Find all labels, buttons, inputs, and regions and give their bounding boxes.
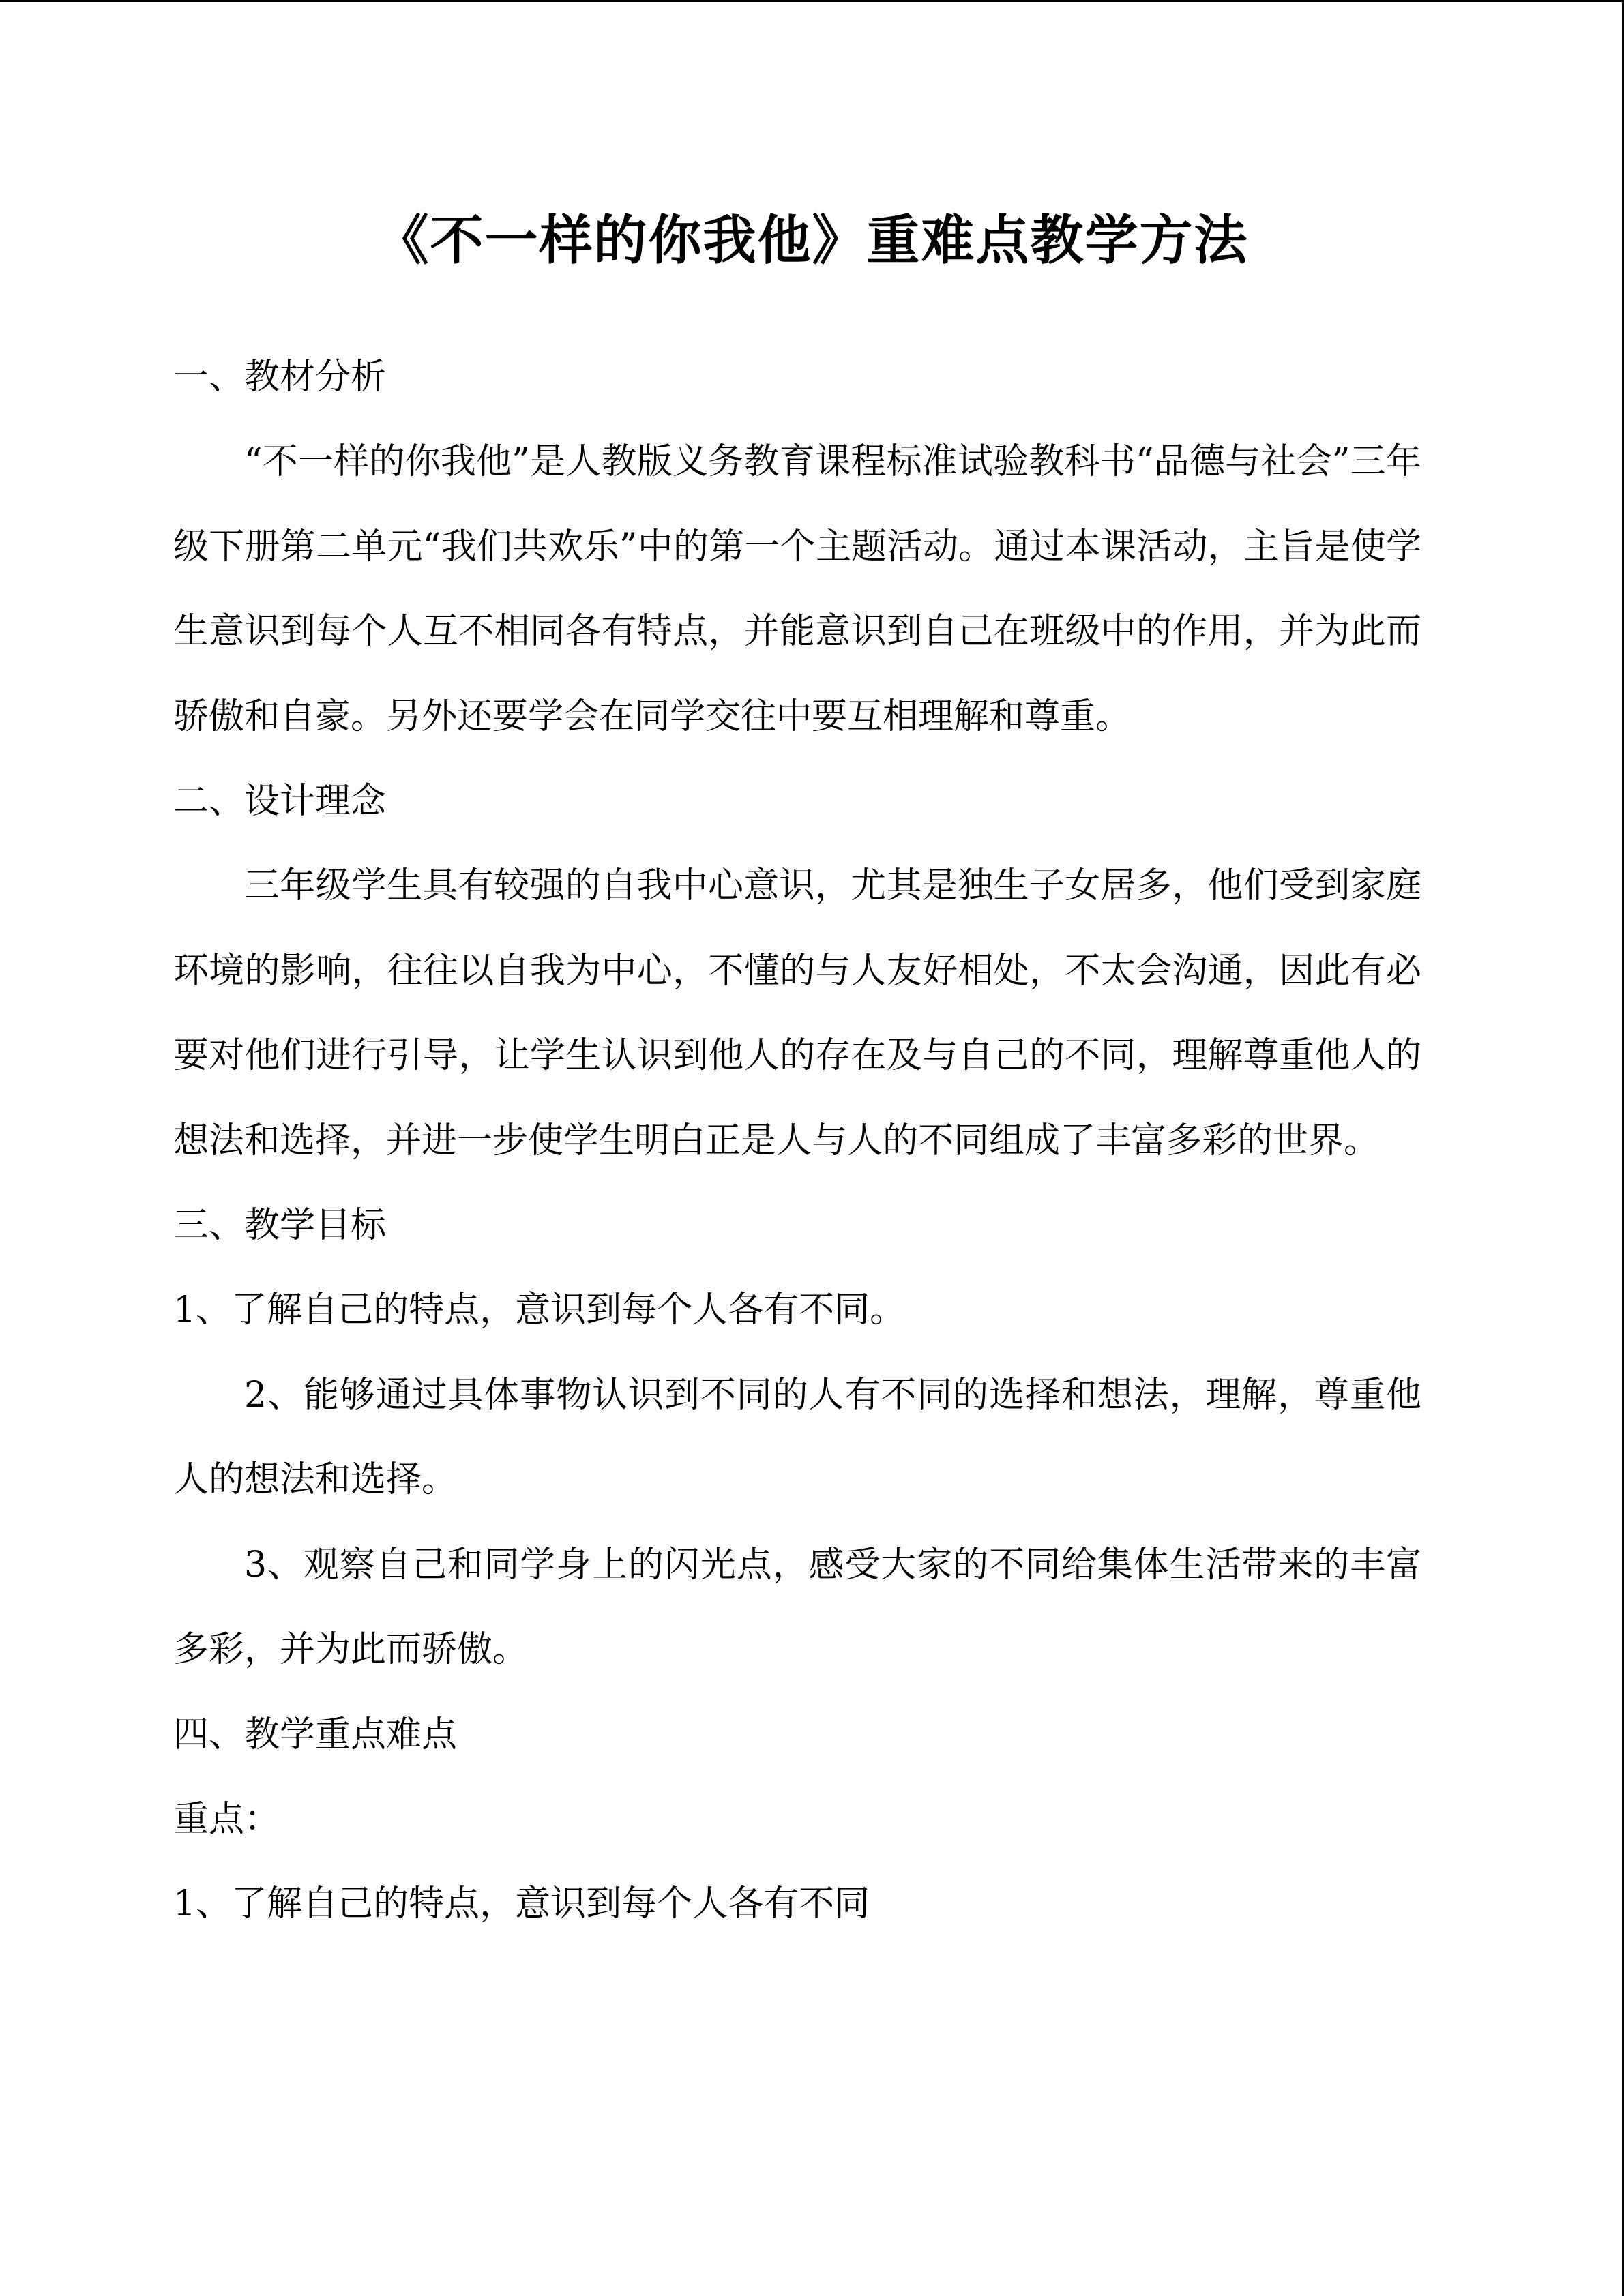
teaching-goal-item-2: 2、能够通过具体事物认识到不同的人有不同的选择和想法，理解，尊重他人的想法和选择。: [173, 1374, 1421, 1501]
document-body: [173, 335, 1421, 1947]
teaching-goal-item-1: 1、了解自己的特点，意识到每个人各有不同。: [173, 1289, 906, 1331]
section-heading-textbook-analysis: 一、教材分析: [173, 357, 387, 398]
section-heading-teaching-goals: 三、教学目标: [173, 1205, 387, 1247]
textbook-analysis-paragraph: “不一样的你我他”是人教版义务教育课程标准试验教科书“品德与社会”三年级下册第二单元“我们共欢乐”中的第一个主题活动。通过本课活动，主旨是使学生意识到每个人互不相同各有特点，并能意识到自己在班级中的作用，并为此而骄傲和自豪。另外还要学会在同学交往中要互相理解和尊重。: [173, 441, 1421, 737]
section-heading-design-concept: 二、设计理念: [173, 781, 387, 822]
design-concept-paragraph: 三年级学生具有较强的自我中心意识，尤其是独生子女居多，他们受到家庭环境的影响，往往以自我为中心，不懂的与人友好相处，不太会沟通，因此有必要对他们进行引导，让学生认识到他人的存在及与自己的不同，理解尊重他人的想法和选择，并进一步使学生明白正是人与人的不同组成了丰富多彩的世界。: [173, 865, 1421, 1161]
key-point-item-1: 1、了解自己的特点，意识到每个人各有不同: [173, 1883, 870, 1925]
document-title: 《不一样的你我他》重难点教学方法: [375, 209, 1249, 271]
key-points-subheading: 重点：: [173, 1798, 280, 1840]
section-heading-key-points: 四、教学重点难点: [173, 1714, 458, 1755]
teaching-goal-item-3: 3、观察自己和同学身上的闪光点，感受大家的不同给集体生活带来的丰富多彩，并为此而骄傲。: [173, 1544, 1421, 1671]
